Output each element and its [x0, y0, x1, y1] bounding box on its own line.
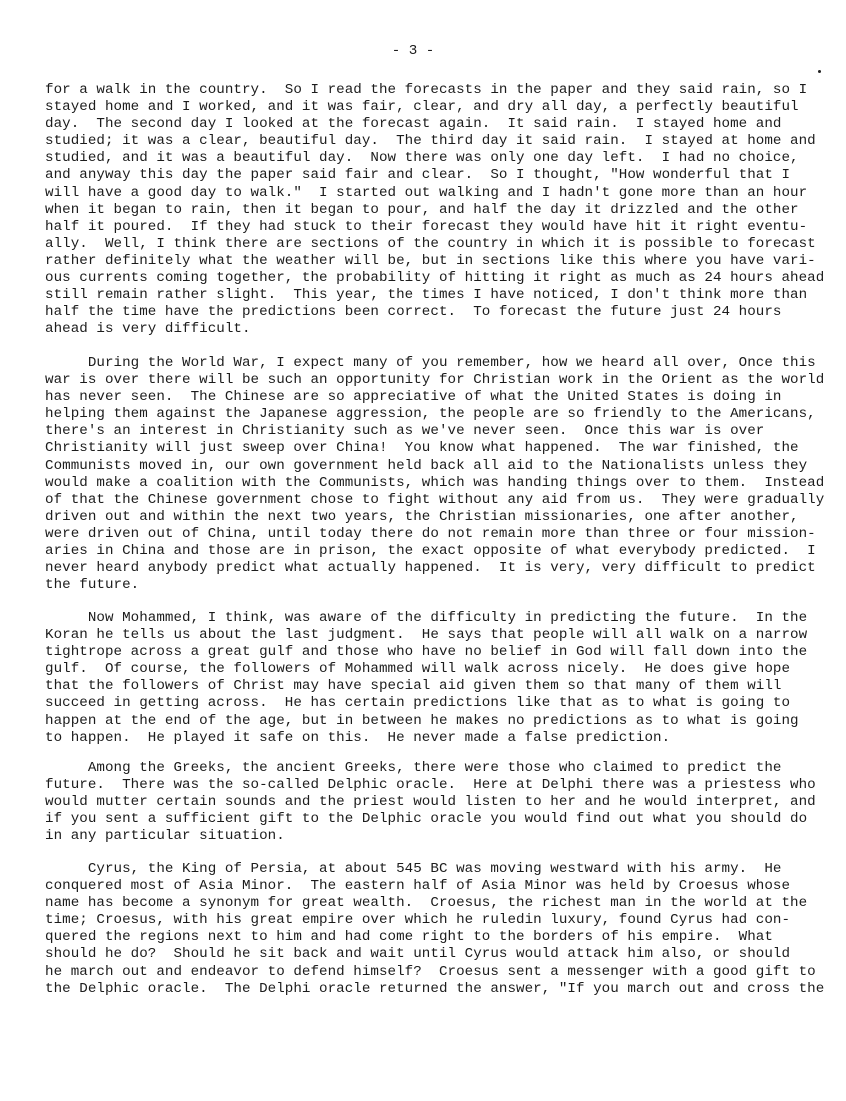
text-line: there's an interest in Christianity such as we've never seen. Once this war is over [45, 423, 765, 440]
text-line: to happen. He played it safe on this. He never made a false prediction. [45, 729, 671, 746]
text-line: aries in China and those are in prison, the exact opposite of what everybody predicted. I [45, 543, 816, 560]
text-line: in any particular situation. [45, 828, 285, 845]
paragraph-mohammed [45, 610, 835, 747]
text-line: ally. Well, I think there are sections of the country in which it is possible to forecast [45, 235, 816, 252]
text-line: rather definitely what the weather will be, but in sections like this where you have vari- [45, 252, 816, 269]
text-line: stayed home and I worked, and it was fair, clear, and dry all day, a perfectly beautiful [45, 99, 799, 116]
margin-speck [818, 70, 821, 73]
text-line: time; Croesus, with his great empire over which he ruledin luxury, found Cyrus had con- [45, 912, 791, 929]
text-line: studied, and it was a beautiful day. Now there was only one day left. I had no choice, [45, 150, 799, 167]
text-line: never heard anybody predict what actually happened. It is very, very difficult to predict [45, 560, 816, 577]
text-line: were driven out of China, until today there do not remain more than three or four mission- [45, 525, 816, 542]
paragraph-greeks-delphi [45, 760, 835, 845]
text-line: will have a good day to walk." I started out walking and I hadn't gone more than an hour [45, 184, 808, 201]
text-line: driven out and within the next two years, the Christian missionaries, one after another, [45, 508, 799, 525]
paragraph-world-war-china [45, 355, 835, 594]
text-line: for a walk in the country. So I read the forecasts in the paper and they said rain, so I [45, 82, 808, 98]
text-line: helping them against the Japanese aggression, the people are so friendly to the Americans, [45, 406, 816, 423]
text-line: Now Mohammed, I think, was aware of the difficulty in predicting the future. In the [45, 610, 808, 626]
text-line: ahead is very difficult. [45, 321, 251, 338]
text-line: Cyrus, the King of Persia, at about 545 BC was moving westward with his army. He [45, 861, 782, 877]
text-line: conquered most of Asia Minor. The eastern half of Asia Minor was held by Croesus whose [45, 878, 791, 895]
text-line: half it poured. If they had stuck to their forecast they would have hit it right eventu- [45, 218, 808, 235]
page-number: - 3 - [391, 43, 435, 59]
text-line: war is over there will be such an opportunity for Christian work in the Orient as the world [45, 372, 825, 389]
text-line: and anyway this day the paper said fair and clear. So I thought, "How wonderful that I [45, 167, 791, 184]
text-line: would mutter certain sounds and the priest would listen to her and he would interpret, and [45, 794, 816, 811]
text-line: Christianity will just sweep over China! You know what happened. The war finished, the [45, 440, 799, 457]
text-line: gulf. Of course, the followers of Mohammed will walk across nicely. He does give hope [45, 661, 791, 678]
text-line: Communists moved in, our own government held back all aid to the Nationalists unless they [45, 457, 808, 474]
text-line: when it began to rain, then it began to pour, and half the day it drizzled and the other [45, 201, 799, 218]
paragraph-cyrus-croesus [45, 861, 835, 998]
text-line: tightrope across a great gulf and those who have no belief in God will fall down into the [45, 644, 808, 661]
text-line: he march out and endeavor to defend himself? Croesus sent a messenger with a good gift to [45, 963, 816, 980]
text-line: day. The second day I looked at the forecast again. It said rain. I stayed home and [45, 116, 782, 133]
text-line: has never seen. The Chinese are so appreciative of what the United States is doing in [45, 389, 782, 406]
text-line: future. There was the so-called Delphic oracle. Here at Delphi there was a priestess who [45, 777, 816, 794]
text-line: should he do? Should he sit back and wait until Cyrus would attack him also, or should [45, 946, 791, 963]
text-line: would make a coalition with the Communists, which was handing things over to them. Instead [45, 474, 825, 491]
text-line: Among the Greeks, the ancient Greeks, there were those who claimed to predict the [45, 760, 782, 776]
text-line: still remain rather slight. This year, the times I have noticed, I don't think more than [45, 287, 808, 304]
text-line: studied; it was a clear, beautiful day. The third day it said rain. I stayed at home and [45, 133, 816, 150]
text-line: if you sent a sufficient gift to the Delphic oracle you would find out what you should do [45, 811, 808, 828]
text-line: quered the regions next to him and had come right to the borders of his empire. What [45, 929, 773, 946]
text-line: Koran he tells us about the last judgment. He says that people will all walk on a narrow [45, 627, 808, 644]
text-line: ous currents coming together, the probability of hitting it right as much as 24 hours ahead [45, 270, 825, 287]
paragraph-weather-forecast [45, 82, 835, 338]
text-line: that the followers of Christ may have special aid given them so that many of them will [45, 678, 782, 695]
text-line: happen at the end of the age, but in between he makes no predictions as to what is going [45, 712, 799, 729]
text-line: name has become a synonym for great wealth. Croesus, the richest man in the world at the [45, 895, 808, 912]
text-line: succeed in getting across. He has certain predictions like that as to what is going to [45, 695, 791, 712]
text-line: half the time have the predictions been correct. To forecast the future just 24 hours [45, 304, 782, 321]
text-line: During the World War, I expect many of you remember, how we heard all over, Once this [45, 355, 816, 371]
text-line: of that the Chinese government chose to fight without any aid from us. They were gradually [45, 491, 825, 508]
text-line: the future. [45, 577, 140, 594]
text-line: the Delphic oracle. The Delphi oracle returned the answer, "If you march out and cross the [45, 980, 825, 997]
